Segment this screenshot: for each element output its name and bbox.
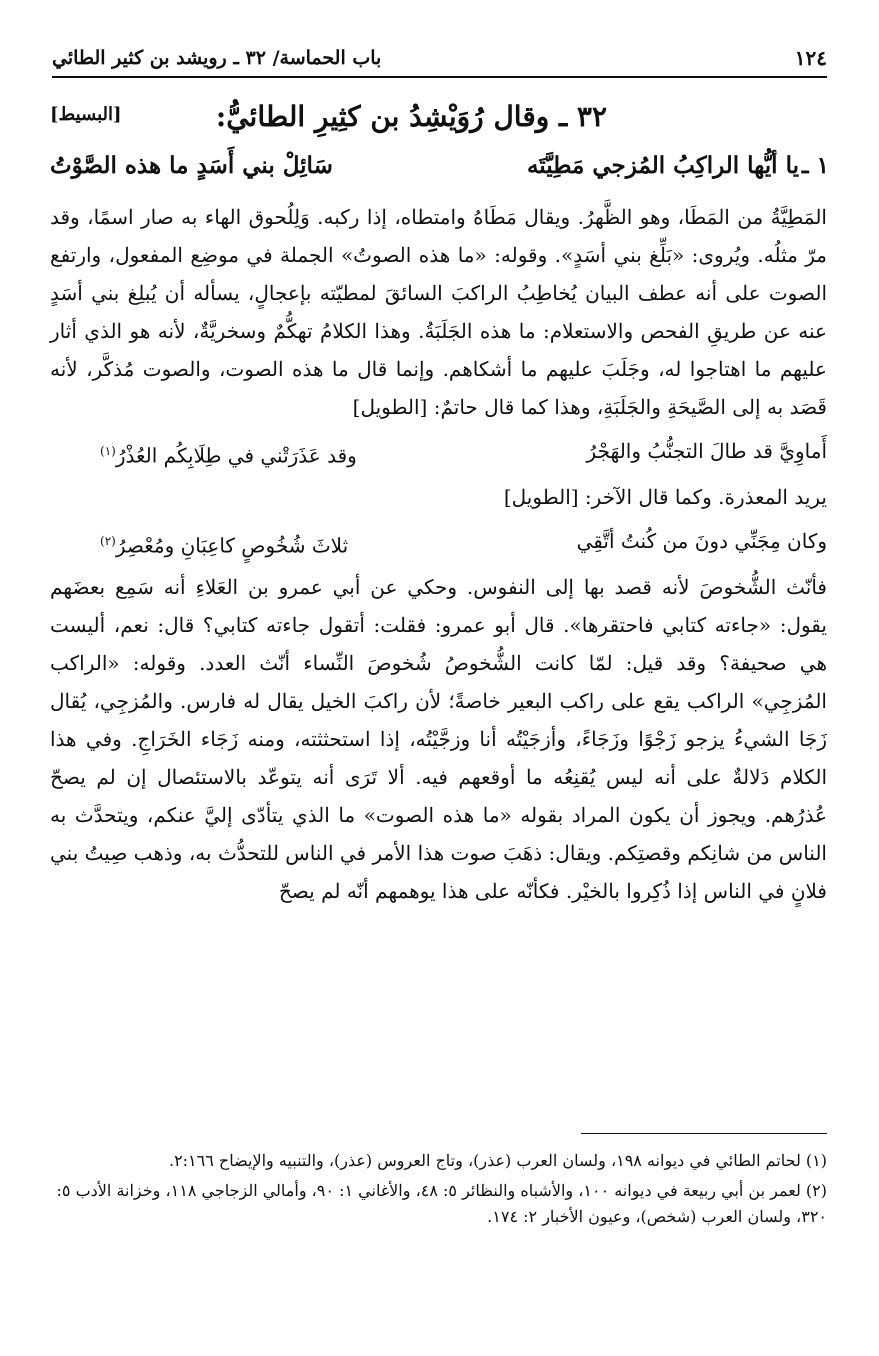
commentary-text bbox=[50, 198, 827, 910]
poem-title: ٣٢ ـ وقال رُوَيْشِدُ بن كثِيرِ الطائيُّ: bbox=[215, 100, 607, 133]
poem-heading bbox=[50, 100, 827, 140]
quoted-verse-other bbox=[50, 516, 827, 568]
footnote-1: (١) لحاتم الطائي في ديوانه ١٩٨، ولسان العرب (عذر)، وتاج العروس (عذر)، والتنبيه والإيضاح ٢:١٦٦. bbox=[168, 1151, 827, 1170]
quoted-verse-second-half-text: ثلاثَ شُخُوصٍ كاعِبَانِ ومُعْصِرُ bbox=[115, 533, 349, 558]
first-hemistich: يا أيُّها الراكِبُ المُزجي مَطِيَّتَه bbox=[526, 152, 799, 179]
footnote-divider bbox=[581, 1133, 827, 1134]
page-number: ١٢٤ bbox=[794, 46, 827, 70]
paragraph-1: المَطِيَّةُ من المَطَا، وهو الظَّهرُ. ويقال مَطَاهُ وامتطاه، إذا ركبه. وَلِلُحوق الهاء به صار اسمًا، وقد مرّ مثلُه. ويُروى: «بَلِّغ بني أسَدٍ». وقوله: «ما هذه الصوتُ» الجملة في موضِع المفعول، وارتفع الصوت على أنه عطف البيان يُخاطِبُ الراكبَ السائقَ لمطيّته بإعجالٍ، يسأله أن يُبلِغ بني أسَدٍ عنه عن طريقِ الفحص والاستعلام: ما هذه الجَلَبَةُ. وهذا الكلامُ تهكُّمٌ وسخريَّةٌ، لأنه هو الذي أثار عليهم ما اهتاجوا له، وجَلَبَ عليهم ما أشكاهم. وإنما قال ما هذه الصوت، والصوت مُذكَّر، لأنه قَصَد به إلى الصَّيحَةِ والجَلَبَةِ، وهذا كما قال حاتمٌ: [الطويل] bbox=[50, 205, 828, 419]
running-title: باب الحماسة/ ٣٢ ـ رويشد بن كثير الطائي bbox=[52, 47, 382, 69]
running-header bbox=[52, 40, 827, 78]
quoted-verse-first-half: وكان مِجَنِّي دونَ من كُنتُ أتَّقِي bbox=[576, 529, 827, 553]
quoted-verse-first-half: أَماوِيَّ قد طالَ التجنُّبُ والهَجْرُ bbox=[586, 439, 827, 463]
paragraph-2: يريد المعذرة. وكما قال الآخر: [الطويل] bbox=[503, 485, 827, 509]
quoted-verse-second-half bbox=[100, 522, 348, 565]
paragraph-3: فأنّث الشُّخوصَ لأنه قصد بها إلى النفوس. وحكي عن أبي عمرو بن العَلاءِ أنه سَمِع بعضَهم يقول: «جاءته كتابي فاحتقرها». قال أبو عمرو: فقلت: أتقول جاءته كتابي؟ قال: نعم، أليست هي صحيفة؟ وقد قيل: لمّا كانت الشُّخوصُ شُخوصَ النِّساء أنّث العدد. وقوله: «الراكب المُزجِي» الراكب يقع على راكب البعير خاصةً؛ لأن راكبَ الخيل يقال له فارس. والمُزجِي، يُقال زَجَا الشيءُ يزجو زَجْوًا وزَجَاءً، وأزجَيْتُه أنا وزجَّيْتُه، إذا استحثثته، ومنه زَجَاء الخَرَاجِ. وفي هذا الكلام دَلالةٌ على أنه ليس يُقنِعُه ما أوقعهم فيه. ألا تَرَى أنه يتوعّد بالاستئصال إن لم يصحّ عُذرُهم. ويجوز أن يكون المراد بقوله «ما هذه الصوت» ما الذي يتأدّى إليَّ عنكم، ويتحدَّث به الناس من شانِكم وقصتِكم. ويقال: ذهَبَ صوت هذا الأمر في الناس للتحدُّث به، وذهب صِيتُ بني فلانٍ في الناس إذا ذُكِروا بالخيْر. فكأنّه على هذا يوهمهم أنّه لم يصحّ bbox=[50, 575, 827, 903]
quoted-verse-second-half bbox=[100, 432, 357, 475]
verse-1 bbox=[50, 148, 829, 192]
meter-label: [البسيط] bbox=[50, 104, 122, 125]
footnote-2: (٢) لعمر بن أبي ربيعة في ديوانه ١٠٠، والأشباه والنظائر ٥: ٤٨، والأغاني ١: ٩٠، وأمالي الزجاجي ١١٨، وخزانة الأدب ٥: ٣٢٠، ولسان العرب (شخص)، وعيون الأخبار ٢: ١٧٤. bbox=[56, 1181, 827, 1226]
quoted-verse-hatim bbox=[50, 426, 827, 478]
verse-number: ١ ـ bbox=[801, 152, 829, 179]
second-hemistich: سَائِلْ بني أَسَدٍ ما هذه الصَّوْتُ bbox=[50, 152, 333, 179]
footnotes bbox=[50, 1148, 827, 1234]
footnote-marker-1: (١) bbox=[100, 444, 116, 458]
footnote-marker-2: (٢) bbox=[100, 534, 116, 548]
quoted-verse-second-half-text: وقد عَذَرَتْني في طِلَابِكُم العُذْرُ bbox=[115, 443, 357, 468]
